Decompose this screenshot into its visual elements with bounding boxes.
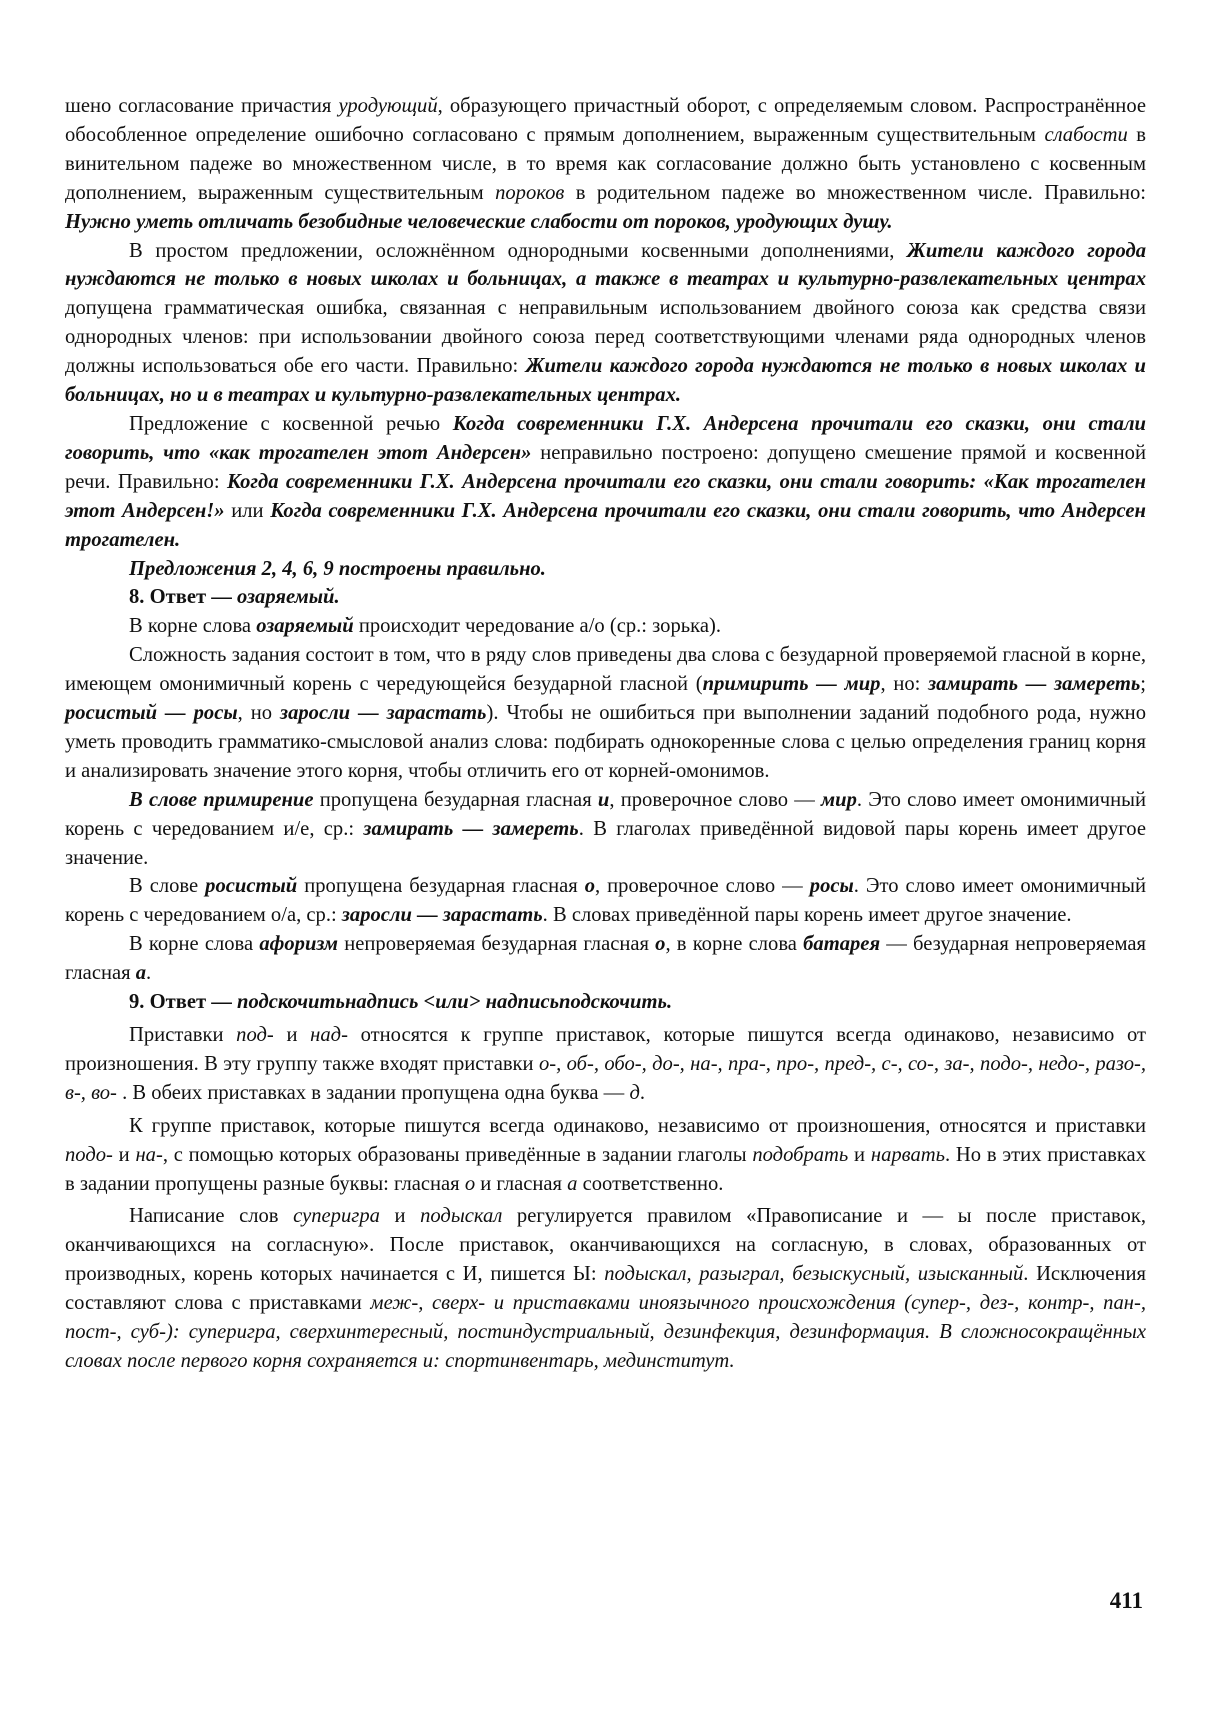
paragraph: В корне слова озаряемый происходит чередование а/о (ср.: зорька).: [129, 615, 722, 638]
paragraph: Приставки под- и над- относятся к группе приставок, которые пишутся всегда одинаково, независимо от произношения. В эту группу также входят приставки о-, об-, обо-, до-, на-, пра-, про-, пред-, с-, со-, за-, подо-, недо-, разо-, в-, во- . В обеих приставках в задании пропущена одна буква — д.: [65, 1024, 1146, 1104]
paragraph: шено согласование причастия уродующий, образующего причастный оборот, с определяемым словом. Распространённое обособленное определение ошибочно согласовано с прямым дополнением, выраженным существительным слабости в винительном падеже во множественном числе, в то время как согласование должно быть установлено с косвенным дополнением, выраженным существительным пороков в родительном падеже во множественном числе. Правильно: Нужно уметь отличать безобидные человеческие слабости от пороков, уродующих душу.: [65, 95, 1147, 233]
paragraph: Сложность задания состоит в том, что в ряду слов приведены два слова с безударной проверяемой гласной в корне, имеющем омонимичный корень с чередующейся безударной гласной (примирить — мир, но: замирать — замереть; росистый — росы, но заросли — зарастать). Чтобы не ошибиться при выполнении заданий подобного рода, нужно уметь проводить грамматико-смысловой анализ слова: подбирать однокоренные слова с целью определения границ корня и анализировать значение этого корня, чтобы отличить его от корней-омонимов.: [65, 644, 1146, 782]
answer-heading: 9. Ответ — подскочитьнадпись <или> надписьподскочить.: [129, 991, 673, 1014]
answer-heading: 8. Ответ — озаряемый.: [129, 586, 340, 609]
paragraph: К группе приставок, которые пишутся всегда одинаково, независимо от произношения, относятся и приставки подо- и на-, с помощью которых образованы приведённые в задании глаголы подобрать и нарвать. Но в этих приставках в задании пропущены разные буквы: гласная о и гласная а соответственно.: [65, 1114, 1146, 1195]
paragraph: В корне слова афоризм непроверяемая безударная гласная о, в корне слова батарея — безударная непроверяемая гласная а.: [65, 933, 1147, 985]
body-text: [65, 92, 1146, 1376]
paragraph: Предложение с косвенной речью Когда современники Г.Х. Андерсена прочитали его сказки, они стали говорить, что «как трогателен этот Андерсен» неправильно построено: допущено смешение прямой и косвенной речи. Правильно: Когда современники Г.Х. Андерсена прочитали его сказки, они стали говорить: «Как трогателен этот Андерсен!» или Когда современники Г.Х. Андерсена прочитали его сказки, они стали говорить, что Андерсен трогателен.: [65, 412, 1147, 551]
paragraph: В слове примирение пропущена безударная гласная и, проверочное слово — мир. Это слово имеет омонимичный корень с чередованием и/е, ср.: замирать — замереть. В глаголах приведённой видовой пары корень имеет другое значение.: [65, 788, 1146, 869]
paragraph: В простом предложении, осложнённом однородными косвенными дополнениями, Жители каждого города нуждаются не только в новых школах и больницах, а также в театрах и культурно-развлекательных центрах допущена грамматическая ошибка, связанная с неправильным использованием двойного союза как средства связи однородных членов: при использовании двойного союза перед соответствующими членами ряда однородных членов должны использоваться обе его части. Правильно: Жители каждого города нуждаются не только в новых школах и больницах, но и в театрах и культурно-развлекательных центрах.: [65, 239, 1147, 407]
page-number: 411: [1109, 1588, 1143, 1613]
paragraph: Предложения 2, 4, 6, 9 построены правильно.: [129, 557, 546, 580]
paragraph: В слове росистый пропущена безударная гласная о, проверочное слово — росы. Это слово имеет омонимичный корень с чередованием о/а, ср.: заросли — зарастать. В словах приведённой пары корень имеет другое значение.: [65, 875, 1146, 927]
paragraph: Написание слов суперигра и подыскал регулируется правилом «Правописание и — ы после приставок, оканчивающихся на согласную». После приставок, оканчивающихся на согласную, в словах, образованных от производных, корень которых начинается с И, пишется Ы: подыскал, разыграл, безыскусный, изысканный. Исключения составляют слова с приставками меж-, сверх- и приставками иноязычного происхождения (супер-, дез-, контр-, пан-, пост-, суб-): суперигра, сверхинтересный, постиндустриальный, дезинфекция, дезинформация. В сложносокращённых словах после первого корня сохраняется и: спортинвентарь, мединститут.: [65, 1205, 1147, 1372]
